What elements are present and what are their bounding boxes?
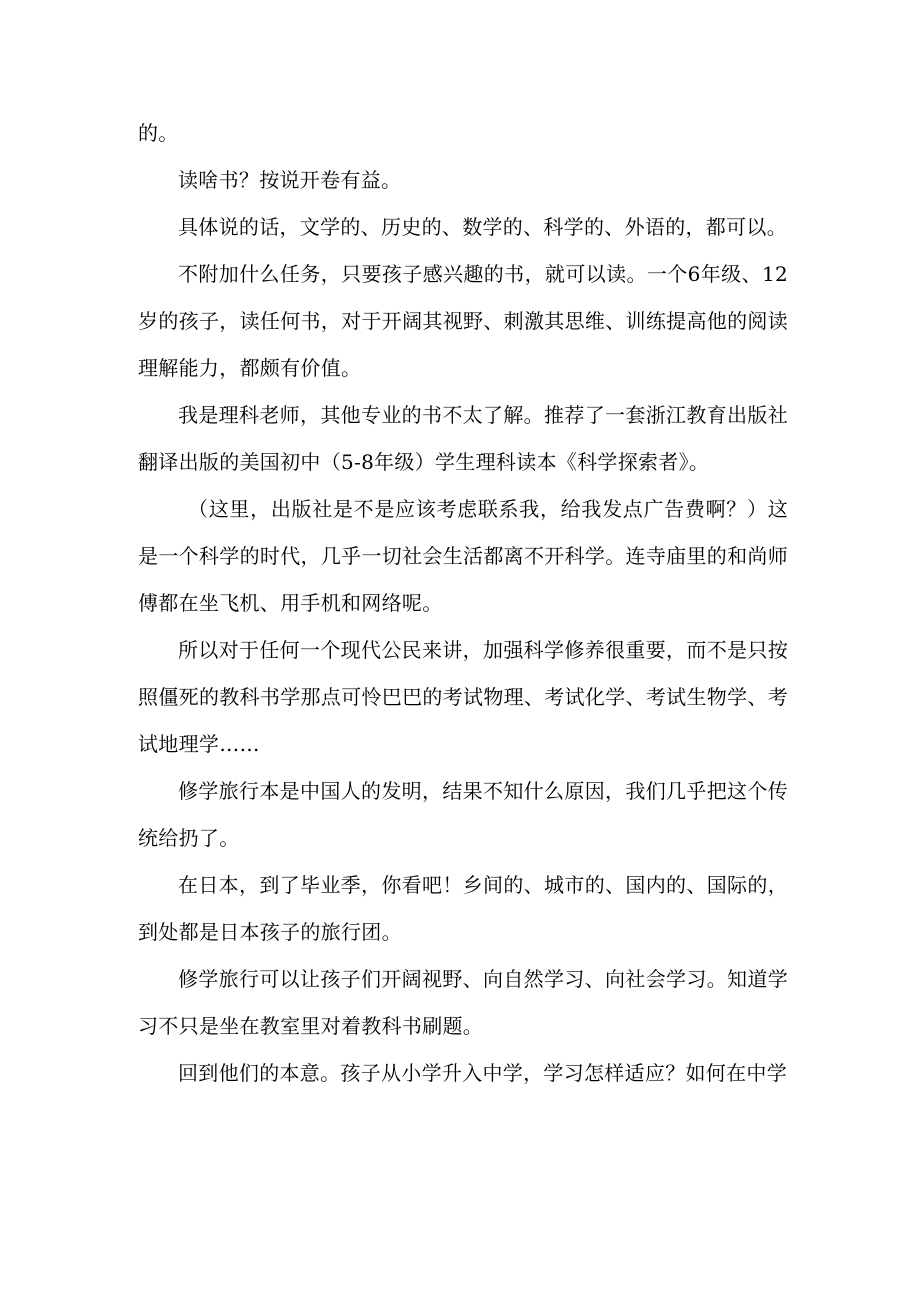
paragraph-what-to-read: 读啥书？按说开卷有益。 xyxy=(178,168,402,192)
paragraph-back-to-intent: 回到他们的本意。孩子从小学升入中学，学习怎样适应？如何在中学 xyxy=(178,1061,787,1085)
paragraph-science-literacy: 所以对于任何一个现代公民来讲，加强科学修养很重要，而不是只按照僵死的教科书学那点可怜巴巴的考试物理、考试化学、考试生物学、考试地理学…… xyxy=(138,638,788,756)
paragraph-travel-benefits: 修学旅行可以让孩子们开阔视野、向自然学习、向社会学习。知道学习不只是坐在教室里对着教科书刷题。 xyxy=(138,967,788,1038)
paragraph-science-era: （这里，出版社是不是应该考虑联系我，给我发点广告费啊？）这是一个科学的时代，几乎一切社会生活都离不开科学。连寺庙里的和尚师傅都在坐飞机、用手机和网络呢。 xyxy=(138,497,788,615)
paragraph-continuation: 的。 xyxy=(138,121,179,145)
paragraph-recommendation: 我是理科老师，其他专业的书不太了解。推荐了一套浙江教育出版社翻译出版的美国初中（5-8年级）学生理科读本《科学探索者》。 xyxy=(138,403,788,474)
paragraph-subjects: 具体说的话，文学的、历史的、数学的、科学的、外语的，都可以。 xyxy=(178,215,787,239)
paragraph-study-travel: 修学旅行本是中国人的发明，结果不知什么原因，我们几乎把这个传统给扔了。 xyxy=(138,779,788,850)
paragraph-no-tasks: 不附加什么任务，只要孩子感兴趣的书，就可以读。一个6年级、12岁的孩子，读任何书，对于开阔其视野、刺激其思维、训练提高他的阅读理解能力，都颇有价值。 xyxy=(138,262,788,380)
document-body xyxy=(138,110,788,1097)
paragraph-japan: 在日本，到了毕业季，你看吧！乡间的、城市的、国内的、国际的，到处都是日本孩子的旅行团。 xyxy=(138,873,788,944)
